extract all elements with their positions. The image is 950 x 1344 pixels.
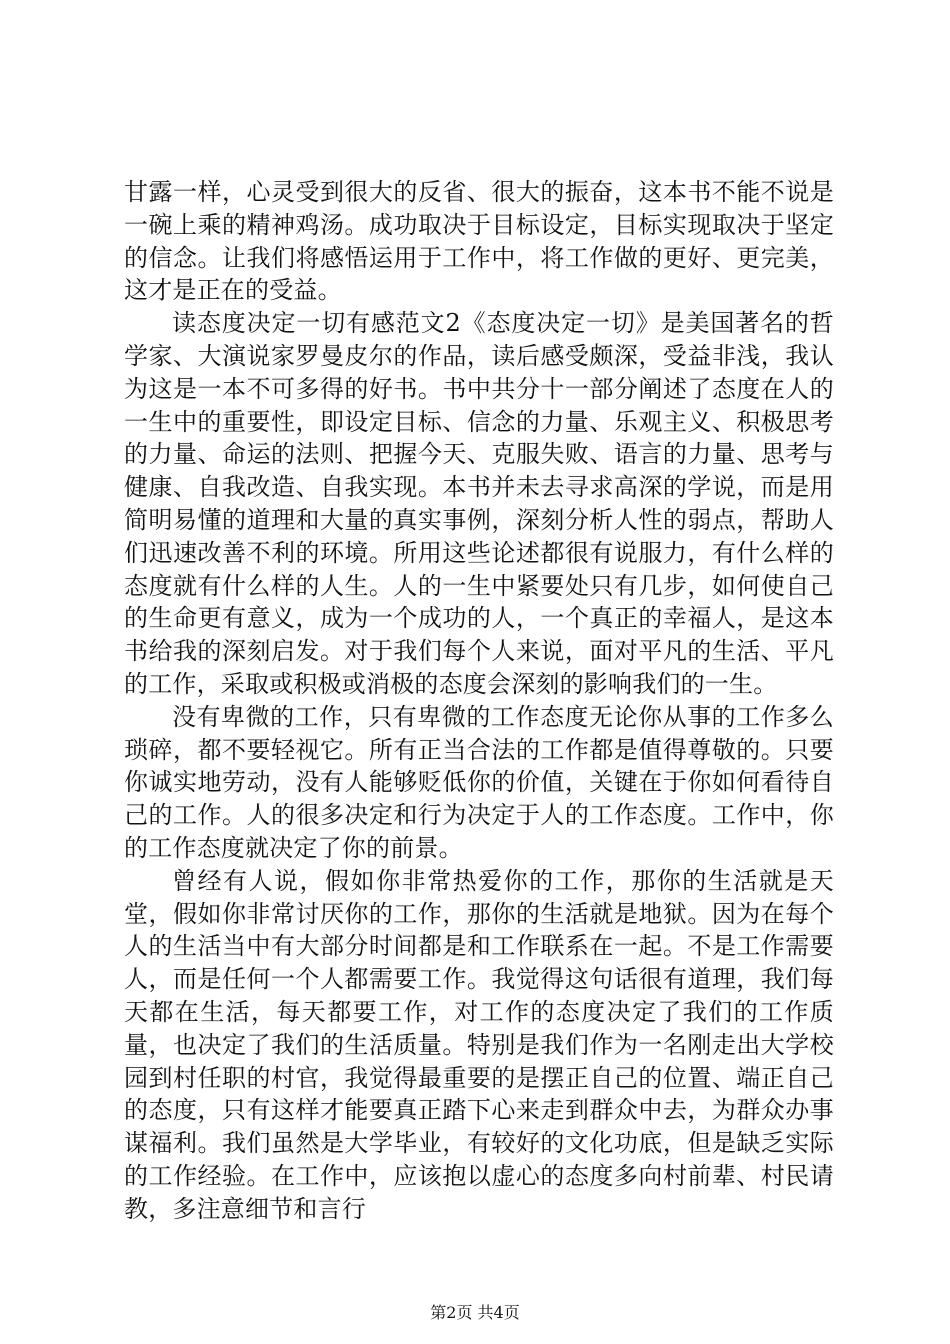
document-body	[124, 176, 834, 1226]
paragraph-2: 读态度决定一切有感范文2《态度决定一切》是美国著名的哲学家、大演说家罗曼皮尔的作品，读后感受颇深，受益非浅，我认为这是一本不可多得的好书。书中共分十一部分阐述了态度在人的一生中的重要性，即设定目标、信念的力量、乐观主义、积极思考的力量、命运的法则、把握今天、克服失败、语言的力量、思考与健康、自我改造、自我实现。本书并未去寻求高深的学说，而是用简明易懂的道理和大量的真实事例，深刻分析人性的弱点，帮助人们迅速改善不利的环境。所用这些论述都很有说服力，有什么样的态度就有什么样的人生。人的一生中紧要处只有几步，如何使自己的生命更有意义，成为一个成功的人，一个真正的幸福人，是这本书给我的深刻启发。对于我们每个人来说，面对平凡的生活、平凡的工作，采取或积极或消极的态度会深刻的影响我们的一生。	[124, 309, 834, 698]
page-number-footer: 第2页 共4页	[430, 1303, 520, 1322]
paragraph-4: 曾经有人说，假如你非常热爱你的工作，那你的生活就是天堂，假如你非常讨厌你的工作，那你的生活就是地狱。因为在每个人的生活当中有大部分时间都是和工作联系在一起。不是工作需要人，而是任何一个人都需要工作。我觉得这句话很有道理，我们每天都在生活，每天都要工作，对工作的态度决定了我们的工作质量，也决定了我们的生活质量。特别是我们作为一名刚走出大学校园到村任职的村官，我觉得最重要的是摆正自己的位置、端正自己的态度，只有这样才能要真正踏下心来走到群众中去，为群众办事谋福利。我们虽然是大学毕业，有较好的文化功底，但是缺乏实际的工作经验。在工作中，应该抱以虚心的态度多向村前辈、村民请教，多注意细节和言行	[124, 866, 834, 1223]
paragraph-3: 没有卑微的工作，只有卑微的工作态度无论你从事的工作多么琐碎，都不要轻视它。所有正当合法的工作都是值得尊敬的。只要你诚实地劳动，没有人能够贬低你的价值，关键在于你如何看待自己的工作。人的很多决定和行为决定于人的工作态度。工作中，你的工作态度就决定了你的前景。	[124, 702, 834, 862]
paragraph-1: 甘露一样，心灵受到很大的反省、很大的振奋，这本书不能不说是一碗上乘的精神鸡汤。成功取决于目标设定，目标实现取决于坚定的信念。让我们将感悟运用于工作中，将工作做的更好、更完美，这才是正在的受益。	[124, 178, 834, 305]
